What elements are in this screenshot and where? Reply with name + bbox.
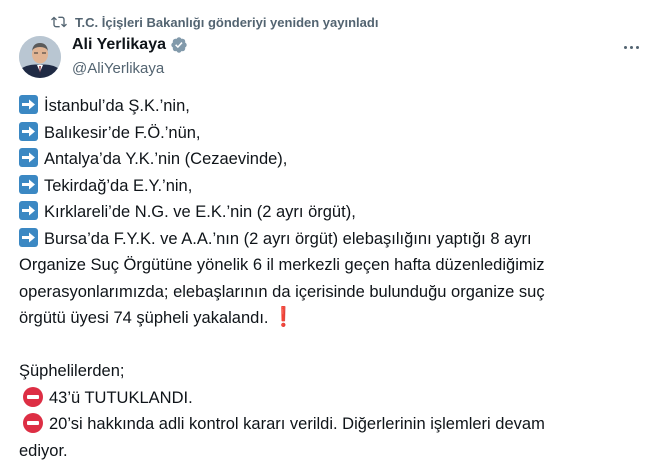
author-name[interactable]: Ali Yerlikaya [72, 36, 166, 53]
result-line: 20’si hakkında adli kontrol kararı verildi. Diğerlerinin işlemleri devam [19, 411, 649, 438]
more-options-icon[interactable] [620, 38, 642, 56]
post-line: örgütü üyesi 74 şüpheli yakalandı. ❗ [19, 305, 649, 332]
post-body [19, 93, 649, 464]
author-name-row[interactable] [72, 36, 188, 54]
result-line-continued: ediyor. [19, 441, 68, 460]
arrow-right-emoji [19, 175, 38, 194]
blank-line [19, 332, 649, 359]
arrow-right-emoji [19, 122, 38, 141]
post-line: Antalya’da Y.K.’nin (Cezaevinde), [19, 146, 649, 173]
post-line: Kırklareli’de N.G. ve E.K.’nin (2 ayrı örgüt), [19, 199, 649, 226]
suspects-heading: Şüphelilerden; [19, 362, 125, 380]
arrow-right-emoji [19, 148, 38, 167]
post-line: Balıkesir’de F.Ö.’nün, [19, 120, 649, 147]
verified-badge-icon [170, 36, 188, 54]
repost-label: T.C. İçişleri Bakanlığı gönderiyi yeniden yayınladı [75, 14, 379, 30]
post-line: Organize Suç Örgütüne yönelik 6 il merkezli geçen hafta düzenlediğimiz [19, 256, 545, 274]
post-line: operasyonlarımızda; elebaşlarının da içerisinde bulunduğu organize suç [19, 282, 545, 301]
no-entry-emoji [23, 387, 43, 407]
post-line: Bursa’da F.Y.K. ve A.A.’nın (2 ayrı örgüt) elebaşılığını yaptığı 8 ayrı [19, 226, 649, 253]
post-line: Tekirdağ’da E.Y.’nin, [19, 173, 649, 200]
post-line: İstanbul’da Ş.K.’nin, [19, 93, 649, 120]
arrow-right-emoji [19, 95, 38, 114]
repost-header[interactable] [51, 12, 378, 32]
result-line: 43’ü TUTUKLANDI. [19, 385, 649, 412]
arrow-right-emoji [19, 201, 38, 220]
arrow-right-emoji [19, 228, 38, 247]
avatar[interactable] [19, 36, 61, 78]
author-handle[interactable]: @AliYerlikaya [72, 60, 165, 77]
avatar-photo [19, 36, 61, 78]
red-exclamation-emoji: ❗ [271, 307, 296, 328]
repost-icon [51, 14, 67, 30]
no-entry-emoji [23, 413, 43, 433]
